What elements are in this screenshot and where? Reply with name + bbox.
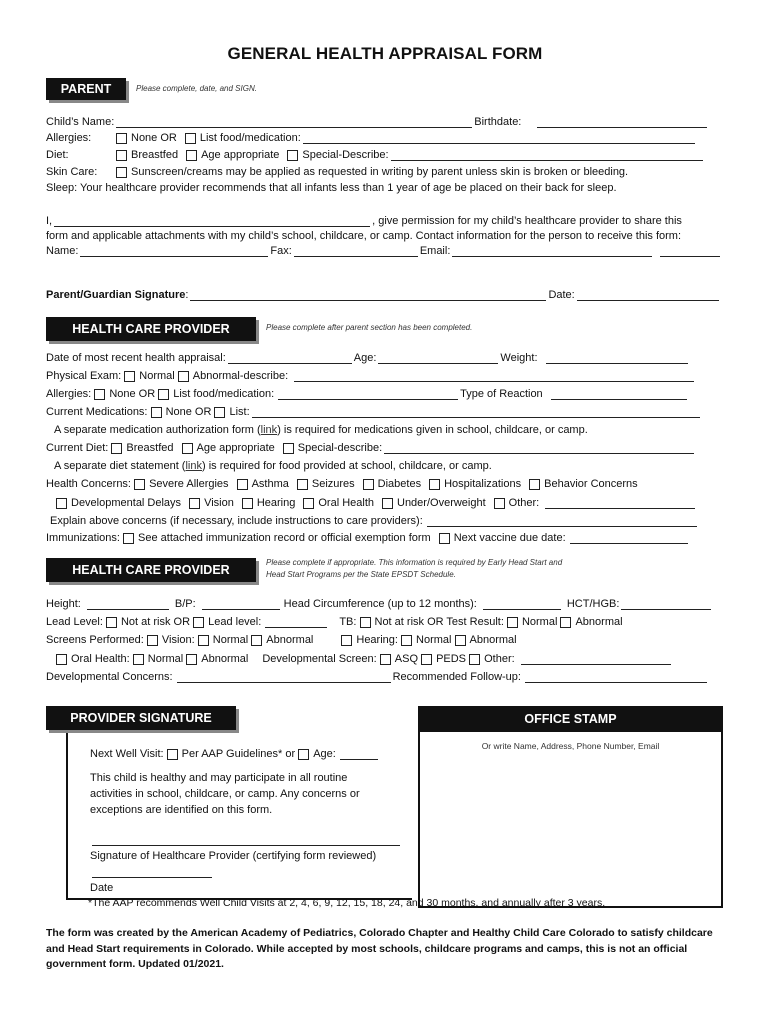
meds-list-field[interactable] <box>252 406 700 418</box>
allergies-list-field[interactable] <box>303 132 695 144</box>
dev-concerns-field[interactable] <box>177 671 391 683</box>
tb-checkbox[interactable] <box>360 617 371 628</box>
allergies-list-checkbox[interactable] <box>185 133 196 144</box>
health-concerns-row: Health Concerns: Severe Allergies Asthma Seizures Diabetes Hospitalizations Behavior Concerns <box>46 478 638 490</box>
concern-behavior-checkbox[interactable] <box>529 479 540 490</box>
sleep-text: Sleep: Your healthcare provider recommends that all infants less than 1 year of age be placed on their back for sleep. <box>46 182 617 194</box>
health-concerns-row-2: Developmental Delays Vision Hearing Oral Health Under/Overweight Other: <box>56 495 697 511</box>
hcp-weight-field[interactable] <box>546 352 688 364</box>
concern-asthma-checkbox[interactable] <box>237 479 248 490</box>
contact-email-field[interactable] <box>452 245 652 257</box>
provider-signature-header: PROVIDER SIGNATURE <box>46 706 236 730</box>
tb-abnormal-checkbox[interactable] <box>560 617 571 628</box>
concern-dev-delays-checkbox[interactable] <box>56 498 67 509</box>
meds-list-checkbox[interactable] <box>214 407 225 418</box>
hcp-allergies-none-checkbox[interactable] <box>94 389 105 400</box>
parent-allergies-row: Allergies: None OR List food/medication: <box>46 130 697 146</box>
explain-concerns-row: Explain above concerns (if necessary, include instructions to care providers): <box>50 513 699 529</box>
oral-health-checkbox[interactable] <box>56 654 67 665</box>
vision-screen-checkbox[interactable] <box>147 635 158 646</box>
child-name-field[interactable] <box>116 116 472 128</box>
med-auth-note: A separate medication authorization form ( link ) is required for medications given in school, childcare, or camp. <box>54 424 588 436</box>
lead-not-at-risk-checkbox[interactable] <box>106 617 117 628</box>
hct-field[interactable] <box>621 598 711 610</box>
tb-normal-checkbox[interactable] <box>507 617 518 628</box>
contact-fax-field[interactable] <box>294 245 418 257</box>
immunization-record-checkbox[interactable] <box>123 533 134 544</box>
hcp-diet-breastfed-checkbox[interactable] <box>111 443 122 454</box>
next-visit-age-checkbox[interactable] <box>298 749 309 760</box>
physical-exam-row: Physical Exam: Normal Abnormal-describe: <box>46 368 696 384</box>
screens-row: Screens Performed: Vision: Normal Abnormal Hearing: Normal Abnormal <box>46 634 517 646</box>
next-vaccine-date-field[interactable] <box>570 532 688 544</box>
diet-stmt-note: A separate diet statement ( link ) is required for food provided at school, childcare, or camp. <box>54 460 492 472</box>
head-circ-field[interactable] <box>483 598 561 610</box>
office-stamp-box[interactable] <box>418 706 723 908</box>
asq-checkbox[interactable] <box>380 654 391 665</box>
healthy-line-1: This child is healthy and may participate in all routine <box>90 772 348 784</box>
skin-care-checkbox[interactable] <box>116 167 127 178</box>
concern-other-field[interactable] <box>545 497 695 509</box>
concern-weight-checkbox[interactable] <box>382 498 393 509</box>
measurements-row: Height: B/P: Head Circumference (up to 12 months): HCT/HGB: <box>46 596 713 612</box>
per-aap-checkbox[interactable] <box>167 749 178 760</box>
current-diet-row: Current Diet: Breastfed Age appropriate Special-describe: <box>46 440 696 456</box>
followup-field[interactable] <box>525 671 707 683</box>
hcp-allergies-field[interactable] <box>278 388 458 400</box>
dev-concerns-row: Developmental Concerns: Recommended Follow-up: <box>46 669 709 685</box>
hcp-diet-special-field[interactable] <box>384 442 694 454</box>
hearing-screen-checkbox[interactable] <box>341 635 352 646</box>
permission-text-2: form and applicable attachments with my child’s school, childcare, or camp. Contact information for the person to receive this form: <box>46 230 682 242</box>
contact-row: Name: Fax: Email: <box>46 243 722 259</box>
hearing-normal-checkbox[interactable] <box>401 635 412 646</box>
diet-stmt-link[interactable]: link <box>185 460 202 472</box>
hcp-age-field[interactable] <box>378 352 498 364</box>
oral-dev-row: Oral Health: Normal Abnormal Developmental Screen: ASQ PEDS Other: <box>56 651 673 667</box>
dev-other-checkbox[interactable] <box>469 654 480 665</box>
appraisal-date-field[interactable] <box>228 352 352 364</box>
next-vaccine-checkbox[interactable] <box>439 533 450 544</box>
provider-signature-label: Signature of Healthcare Provider (certifying form reviewed) <box>90 850 377 862</box>
parent-diet-row: Diet: Breastfed Age appropriate Special-Describe: <box>46 147 705 163</box>
child-name-row: Child’s Name: Birthdate: <box>46 114 709 130</box>
hcp-section-header-2: HEALTH CARE PROVIDER <box>46 558 256 582</box>
skin-care-row: Skin Care: Sunscreen/creams may be applied as requested in writing by parent unless skin is broken or bleeding. <box>46 166 629 178</box>
hcp-note-2a: Please complete if appropriate. This information is required by Early Head Start and <box>266 558 563 567</box>
contact-email-field-2[interactable] <box>660 245 720 257</box>
allergies-none-checkbox[interactable] <box>116 133 127 144</box>
office-stamp-header: OFFICE STAMP <box>418 706 723 732</box>
healthy-line-2: activities in school, childcare, or camp. Any concerns or <box>90 788 360 800</box>
permission-row: I, , give permission for my child’s healthcare provider to share this <box>46 215 682 227</box>
provider-date-field[interactable] <box>92 866 212 878</box>
exam-normal-checkbox[interactable] <box>124 371 135 382</box>
oral-normal-checkbox[interactable] <box>133 654 144 665</box>
birthdate-field[interactable] <box>537 116 707 128</box>
dev-other-field[interactable] <box>521 653 671 665</box>
parent-signature-field[interactable] <box>190 289 546 301</box>
bp-field[interactable] <box>202 598 280 610</box>
concern-hearing-checkbox[interactable] <box>242 498 253 509</box>
concern-oral-health-checkbox[interactable] <box>303 498 314 509</box>
lead-tb-row: Lead Level: Not at risk OR Lead level: TB: Not at risk OR Test Result: Normal Abnormal <box>46 616 623 628</box>
vision-abnormal-checkbox[interactable] <box>251 635 262 646</box>
appraisal-date-row: Date of most recent health appraisal: Age: Weight: <box>46 350 690 366</box>
concern-hospitalizations-checkbox[interactable] <box>429 479 440 490</box>
height-field[interactable] <box>87 598 169 610</box>
hcp-allergies-list-checkbox[interactable] <box>158 389 169 400</box>
healthy-line-3: exceptions are identified on this form. <box>90 804 273 816</box>
hcp-allergies-row: Allergies: None OR List food/medication: Type of Reaction <box>46 386 689 402</box>
vision-normal-checkbox[interactable] <box>198 635 209 646</box>
parent-signature-row: Parent/Guardian Signature : Date: <box>46 287 721 303</box>
diet-breastfed-checkbox[interactable] <box>116 150 127 161</box>
concern-diabetes-checkbox[interactable] <box>363 479 374 490</box>
parent-section-header: PARENT <box>46 78 126 100</box>
provider-signature-field[interactable] <box>92 834 400 846</box>
parent-name-field[interactable] <box>54 215 370 227</box>
immunizations-row: Immunizations: See attached immunization record or official exemption form Next vaccine due date: <box>46 530 690 546</box>
form-title: GENERAL HEALTH APPRAISAL FORM <box>227 44 543 63</box>
office-stamp-note: Or write Name, Address, Phone Number, Email <box>481 741 660 751</box>
parent-date-field[interactable] <box>577 289 719 301</box>
footer-text: The form was created by the American Academy of Pediatrics, Colorado Chapter and Healthy Child Care Colorado to satisfy childcare and Head Start requirements in Colorado. While accepted by most schools, childcare programs and camps, this is not an official government form. Updated 01/2021. <box>46 927 713 970</box>
meds-none-checkbox[interactable] <box>151 407 162 418</box>
lead-level-field[interactable] <box>265 616 327 628</box>
hcp-section-header-1: HEALTH CARE PROVIDER <box>46 317 256 341</box>
hcp-diet-special-checkbox[interactable] <box>283 443 294 454</box>
diet-special-field[interactable] <box>391 149 703 161</box>
hearing-abnormal-checkbox[interactable] <box>455 635 466 646</box>
concern-severe-allergies-checkbox[interactable] <box>134 479 145 490</box>
reaction-type-field[interactable] <box>551 388 687 400</box>
contact-name-field[interactable] <box>80 245 268 257</box>
parent-note: Please complete, date, and SIGN. <box>136 84 257 93</box>
med-auth-link[interactable]: link <box>260 424 278 436</box>
concern-other-checkbox[interactable] <box>494 498 505 509</box>
provider-date-label: Date <box>90 882 114 894</box>
hcp-note-2b: Head Start Programs per the State EPSDT Schedule. <box>266 570 456 579</box>
explain-concerns-field[interactable] <box>427 515 697 527</box>
next-visit-age-field[interactable] <box>340 748 378 760</box>
exam-abnormal-checkbox[interactable] <box>178 371 189 382</box>
hcp-diet-age-checkbox[interactable] <box>182 443 193 454</box>
exam-abnormal-field[interactable] <box>294 370 694 382</box>
next-visit-row: Next Well Visit: Per AAP Guidelines* or Age: <box>90 746 380 762</box>
peds-checkbox[interactable] <box>421 654 432 665</box>
current-meds-row: Current Medications: None OR List: <box>46 404 702 420</box>
concern-vision-checkbox[interactable] <box>189 498 200 509</box>
aap-note: *The AAP recommends Well Child Visits at 2, 4, 6, 9, 12, 15, 18, 24, and 30 months, and annually after 3 years. <box>88 897 606 909</box>
diet-age-appropriate-checkbox[interactable] <box>186 150 197 161</box>
concern-seizures-checkbox[interactable] <box>297 479 308 490</box>
lead-level-checkbox[interactable] <box>193 617 204 628</box>
diet-special-checkbox[interactable] <box>287 150 298 161</box>
oral-abnormal-checkbox[interactable] <box>186 654 197 665</box>
hcp-note-1: Please complete after parent section has been completed. <box>266 323 473 332</box>
